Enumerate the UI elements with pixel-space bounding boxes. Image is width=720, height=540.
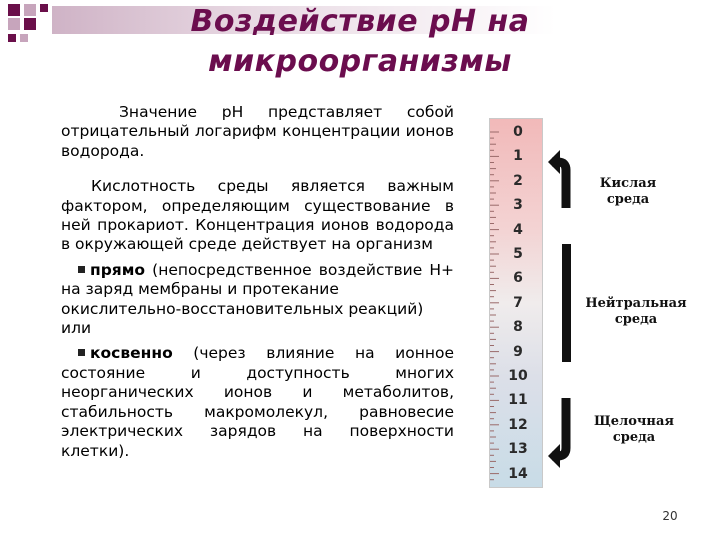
paragraph-definition: Значение рН представляет собой отрицательный логарифм концентрации ионов водорода.	[61, 103, 454, 160]
bullet-indirect-text: (через влияние на ионное состояние и доступность многих неорганических ионов и метаболитов, стабильность макромолекул, равновесие электрических зарядов на поверхности клетки).	[61, 344, 454, 460]
ph-value-10: 10	[508, 368, 528, 384]
ph-value-2: 2	[513, 172, 523, 189]
slide-title	[90, 2, 630, 82]
bullet-square-icon	[78, 266, 85, 273]
title-line-2: микроорганизмы	[208, 44, 512, 79]
bullet-direct	[61, 261, 454, 339]
ph-value-12: 12	[508, 416, 528, 433]
bullet-direct-text: (непосредственное воздействие Н+ на заряд мембраны и протекание	[61, 260, 454, 299]
ph-value-5: 5	[513, 246, 523, 262]
neutral-arrow-icon	[562, 244, 571, 362]
bullet-direct-text-2: окислительно-восстановительных реакций) или	[61, 299, 424, 338]
label-neutral: Нейтральная среда	[585, 296, 687, 327]
ph-value-14: 14	[508, 465, 528, 482]
paragraph-acidity: Кислотность среды является важным фактором, определяющим существование в ней прокариот. Концентрация ионов водорода в окружающей среде действует на организм	[61, 177, 454, 254]
ph-value-4: 4	[513, 221, 523, 238]
ph-value-7: 7	[513, 294, 523, 311]
bullet-indirect	[61, 344, 454, 460]
decor-square	[24, 18, 36, 30]
bullet-direct-bold: прямо	[90, 260, 146, 279]
decor-square	[8, 18, 20, 30]
decor-square	[24, 4, 36, 16]
decor-square	[20, 34, 28, 42]
ph-scale	[489, 118, 543, 488]
label-acid: Кислая среда	[599, 176, 657, 207]
label-alkaline: Щелочная среда	[594, 414, 674, 445]
bullet-indirect-bold: косвенно	[90, 344, 173, 363]
decor-square	[8, 34, 16, 42]
body-text	[61, 103, 454, 461]
decor-square	[8, 4, 20, 16]
alkaline-arrowhead-icon	[548, 444, 560, 468]
ph-value-6: 6	[513, 270, 523, 287]
acid-arrowhead-icon	[548, 150, 560, 174]
ph-value-3: 3	[513, 197, 523, 214]
ph-value-9: 9	[513, 343, 523, 360]
ph-value-13: 13	[508, 441, 528, 458]
title-line-1: Воздействие рН на	[190, 4, 530, 39]
ph-value-8: 8	[513, 319, 523, 336]
bullet-square-icon	[78, 349, 85, 356]
ph-value-11: 11	[508, 392, 528, 409]
page-number: 20	[662, 509, 678, 523]
ph-value-1: 1	[513, 148, 523, 165]
decor-square	[40, 4, 48, 12]
ph-value-0: 0	[513, 124, 523, 140]
